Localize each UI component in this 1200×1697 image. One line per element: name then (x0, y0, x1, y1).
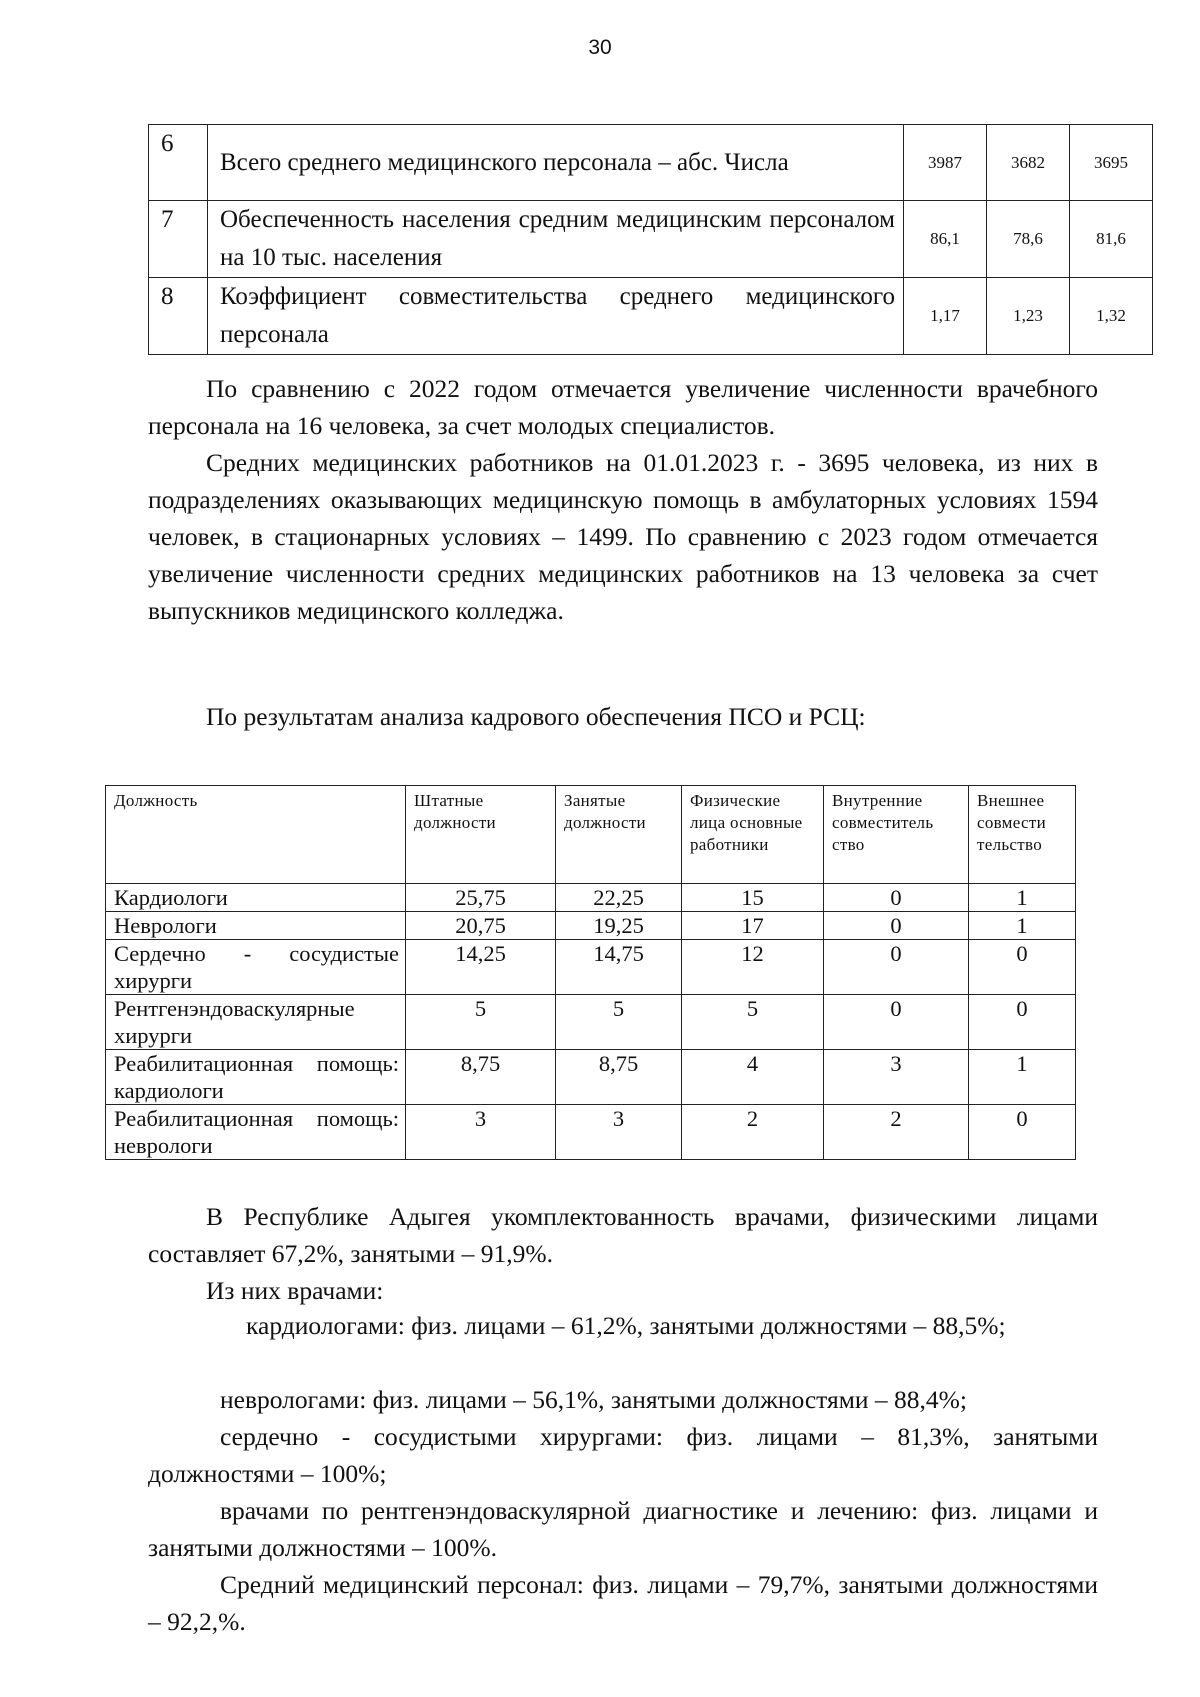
position-name: Реабилитационная помощь: неврологи (106, 1105, 406, 1160)
cell-external: 0 (969, 995, 1076, 1050)
cell-internal: 3 (824, 1050, 969, 1105)
summary-neurologists: неврологами: физ. лицами – 56,1%, занятыми должностями – 88,4%; (220, 1385, 967, 1414)
row-value: 3987 (904, 125, 987, 201)
table-row (106, 1105, 1076, 1160)
cell-external: 1 (969, 912, 1076, 940)
cell-physical: 15 (682, 884, 824, 912)
page-number: 30 (588, 36, 612, 59)
cell-physical: 12 (682, 940, 824, 995)
cell-occupied: 22,25 (556, 884, 682, 912)
cell-staff: 25,75 (406, 884, 556, 912)
position-name: Рентгенэндоваскулярные хирурги (106, 995, 406, 1050)
summary-overall: В Республике Адыгея укомплектованность врачами, физическими лицами составляет 67,2%, занятыми – 91,9%. (148, 1202, 1098, 1268)
cell-staff: 20,75 (406, 912, 556, 940)
cell-physical: 4 (682, 1050, 824, 1105)
cell-internal: 2 (824, 1105, 969, 1160)
row-value: 81,6 (1070, 201, 1153, 278)
summary-vascular-surgeons: сердечно - сосудистыми хирургами: физ. лицами – 81,3%, занятыми должностями – 100%; (148, 1422, 1098, 1488)
cell-occupied: 14,75 (556, 940, 682, 995)
cell-staff: 5 (406, 995, 556, 1050)
table-row (106, 884, 1076, 912)
table-row (106, 940, 1076, 995)
cell-occupied: 19,25 (556, 912, 682, 940)
cell-staff: 8,75 (406, 1050, 556, 1105)
table-row (106, 995, 1076, 1050)
summary-endovascular: врачами по рентгенэндоваскулярной диагностике и лечению: физ. лицами и занятыми должностями – 100%. (148, 1496, 1098, 1562)
position-name: Реабилитационная помощь: кардиологи (106, 1050, 406, 1105)
table-header-row (106, 786, 1076, 884)
staffing-table (105, 785, 1076, 1160)
cell-internal: 0 (824, 995, 969, 1050)
header-position: Должность (106, 786, 406, 884)
header-staff: Штатные должности (406, 786, 556, 884)
top-stats-table (148, 124, 1153, 355)
row-number: 6 (149, 125, 208, 201)
row-description: Обеспеченность населения средним медицинским персоналом на 10 тыс. населения (208, 201, 904, 278)
cell-occupied: 5 (556, 995, 682, 1050)
cell-external: 0 (969, 1105, 1076, 1160)
row-number: 8 (149, 278, 208, 355)
cell-internal: 0 (824, 884, 969, 912)
table-row (149, 278, 1153, 355)
table-row (149, 125, 1153, 201)
cell-physical: 5 (682, 995, 824, 1050)
cell-internal: 0 (824, 912, 969, 940)
summary-cardiologists: кардиологами: физ. лицами – 61,2%, занятыми должностями – 88,5%; (246, 1311, 1006, 1340)
cell-external: 1 (969, 884, 1076, 912)
header-occupied: Занятые должности (556, 786, 682, 884)
cell-external: 1 (969, 1050, 1076, 1105)
row-value: 1,17 (904, 278, 987, 355)
table-row (106, 1050, 1076, 1105)
cell-occupied: 8,75 (556, 1050, 682, 1105)
row-description: Коэффициент совместительства среднего медицинского персонала (208, 278, 904, 355)
row-value: 1,32 (1070, 278, 1153, 355)
position-name: Кардиологи (106, 884, 406, 912)
header-internal: Внутренние совместитель ство (824, 786, 969, 884)
paragraph-nurses: Средних медицинских работников на 01.01.2023 г. - 3695 человека, из них в подразделениях оказывающих медицинскую помощь в амбулаторных условиях 1594 человек, в стационарных условиях – 1499. По сравнению с 2023 годом отмечается увеличение численности средних медицинских работников на 13 человека за счет выпускников медицинского колледжа. (148, 448, 1098, 625)
cell-staff: 3 (406, 1105, 556, 1160)
table-row (106, 912, 1076, 940)
header-physical: Физические лица основные работники (682, 786, 824, 884)
table-row (149, 201, 1153, 278)
row-value: 3682 (987, 125, 1070, 201)
cell-internal: 0 (824, 940, 969, 995)
paragraph-analysis-intro: По результатам анализа кадрового обеспечения ПСО и РСЦ: (206, 702, 866, 731)
paragraph-doctors: По сравнению с 2022 годом отмечается увеличение численности врачебного персонала на 16 человека, за счет молодых специалистов. (148, 374, 1098, 440)
row-value: 1,23 (987, 278, 1070, 355)
cell-occupied: 3 (556, 1105, 682, 1160)
cell-physical: 2 (682, 1105, 824, 1160)
position-name: Неврологи (106, 912, 406, 940)
summary-intro: Из них врачами: (206, 1276, 384, 1305)
header-external: Внешнее совмести тельство (969, 786, 1076, 884)
row-description: Всего среднего медицинского персонала – абс. Числа (208, 125, 904, 201)
cell-physical: 17 (682, 912, 824, 940)
position-name: Сердечно - сосудистые хирурги (106, 940, 406, 995)
row-value: 78,6 (987, 201, 1070, 278)
cell-external: 0 (969, 940, 1076, 995)
row-number: 7 (149, 201, 208, 278)
row-value: 3695 (1070, 125, 1153, 201)
cell-staff: 14,25 (406, 940, 556, 995)
row-value: 86,1 (904, 201, 987, 278)
summary-nursing-staff: Средний медицинский персонал: физ. лицами – 79,7%, занятыми должностями – 92,2,%. (148, 1570, 1098, 1636)
